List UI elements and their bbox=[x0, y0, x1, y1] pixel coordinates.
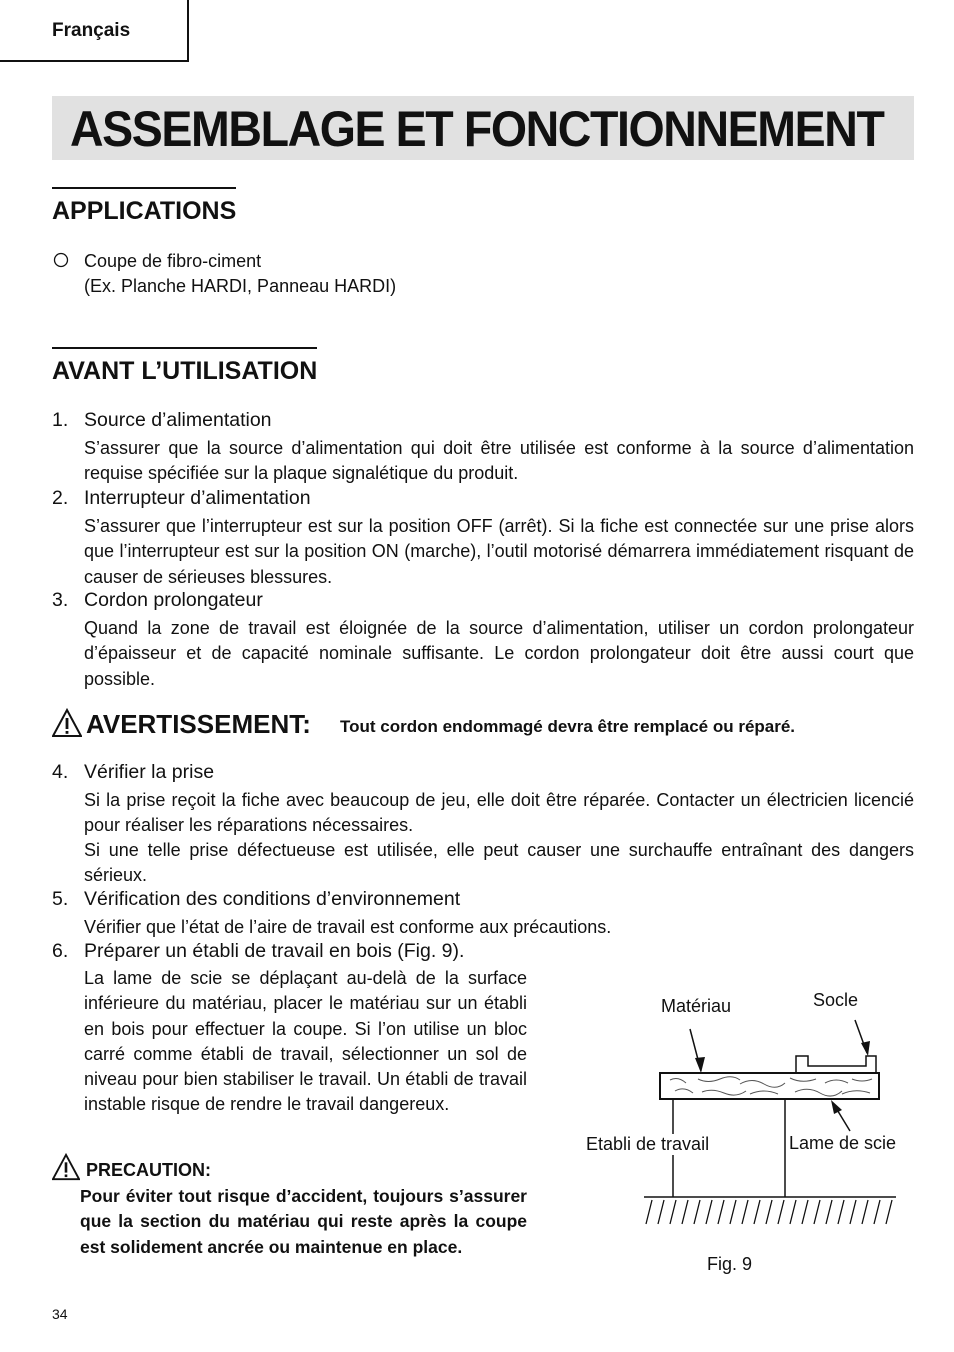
item-title: Préparer un établi de travail en bois (Fig. 9). bbox=[84, 940, 465, 962]
page-title: ASSEMBLAGE ET FONCTIONNEMENT bbox=[70, 101, 884, 157]
item-text: Si une telle prise défectueuse est utilisée, elle peut causer une surchauffe entraînant des dangers sérieux. bbox=[84, 840, 914, 886]
item-title: Cordon prolongateur bbox=[84, 589, 263, 611]
item-title: Vérifier la prise bbox=[84, 761, 215, 783]
item-text: La lame de scie se déplaçant au-delà de la surface inférieure du matériau, placer le matériau sur un établi en bois pour effectuer la coupe. Si l’on utilise un bloc carré comme établi de travail, sélectionner un sol de niveau pour bien stabiliser le travail. Un établi de travail instable risque de rendre le travail dangereux. bbox=[84, 968, 527, 1115]
language-tab bbox=[0, 0, 189, 62]
item-number: 3. bbox=[52, 589, 69, 611]
label-lame: Lame de scie bbox=[789, 1133, 897, 1153]
item-number: 6. bbox=[52, 940, 69, 962]
figure-caption: Fig. 9 bbox=[707, 1254, 753, 1274]
figure-9 bbox=[580, 980, 914, 1240]
label-socle: Socle bbox=[813, 990, 859, 1010]
applications-item bbox=[84, 249, 684, 300]
label-etabli: Etabli de travail bbox=[586, 1134, 710, 1154]
precaution-text: Pour éviter tout risque d’accident, toujours s’assurer que la section du matériau qui reste après la coupe est solidement ancrée ou maintenue en place. bbox=[80, 1186, 527, 1257]
item-text: Vérifier que l’état de l’aire de travail est conforme aux précautions. bbox=[84, 917, 612, 937]
label-materiau: Matériau bbox=[661, 996, 732, 1016]
item-text: S’assurer que la source d’alimentation qui doit être utilisée est conforme à la source d’alimentation requise spécifiée sur la plaque signalétique du produit. bbox=[84, 438, 914, 484]
item-number: 4. bbox=[52, 761, 69, 783]
figure-9-drawing bbox=[580, 980, 914, 1240]
item-number: 1. bbox=[52, 409, 69, 431]
applications-heading: APPLICATIONS bbox=[52, 187, 236, 226]
warning-triangle-icon bbox=[52, 708, 82, 738]
item-number: 5. bbox=[52, 888, 69, 910]
caution-triangle-icon bbox=[52, 1153, 80, 1181]
item-number: 2. bbox=[52, 487, 69, 509]
title-band bbox=[52, 96, 914, 160]
item-title: Interrupteur d’alimentation bbox=[84, 487, 311, 509]
item-title: Source d’alimentation bbox=[84, 409, 272, 431]
bullet-circle-icon bbox=[53, 252, 69, 268]
item-title: Vérification des conditions d’environnement bbox=[84, 888, 461, 910]
language-label: Français bbox=[52, 20, 131, 41]
warning-text: Tout cordon endommagé devra être remplacé ou réparé. bbox=[340, 717, 796, 736]
precaution-label: PRECAUTION: bbox=[86, 1160, 211, 1180]
item-text: Si la prise reçoit la fiche avec beaucoup de jeu, elle doit être réparée. Contacter un électricien licencié pour réaliser les réparations nécessaires. bbox=[84, 790, 914, 836]
item-text: Quand la zone de travail est éloignée de la source d’alimentation, utiliser un cordon prolongateur d’épaisseur et de capacité nominale suffisante. Le cordon prolongateur doit être aussi court que possible. bbox=[84, 618, 914, 689]
applications-item-line1: Coupe de fibro-ciment bbox=[84, 251, 262, 271]
applications-item-line2: (Ex. Planche HARDI, Panneau HARDI) bbox=[84, 276, 397, 297]
item-text: S’assurer que l’interrupteur est sur la position OFF (arrêt). Si la fiche est connectée sur une prise alors que l’interrupteur est sur la position ON (marche), l’outil motorisé démarrera immédiatement risquant de causer de sérieuses blessures. bbox=[84, 516, 914, 587]
warning-label: AVERTISSEMENT: bbox=[86, 709, 311, 739]
page-number: 34 bbox=[52, 1306, 68, 1322]
avant-heading: AVANT L’UTILISATION bbox=[52, 347, 317, 386]
